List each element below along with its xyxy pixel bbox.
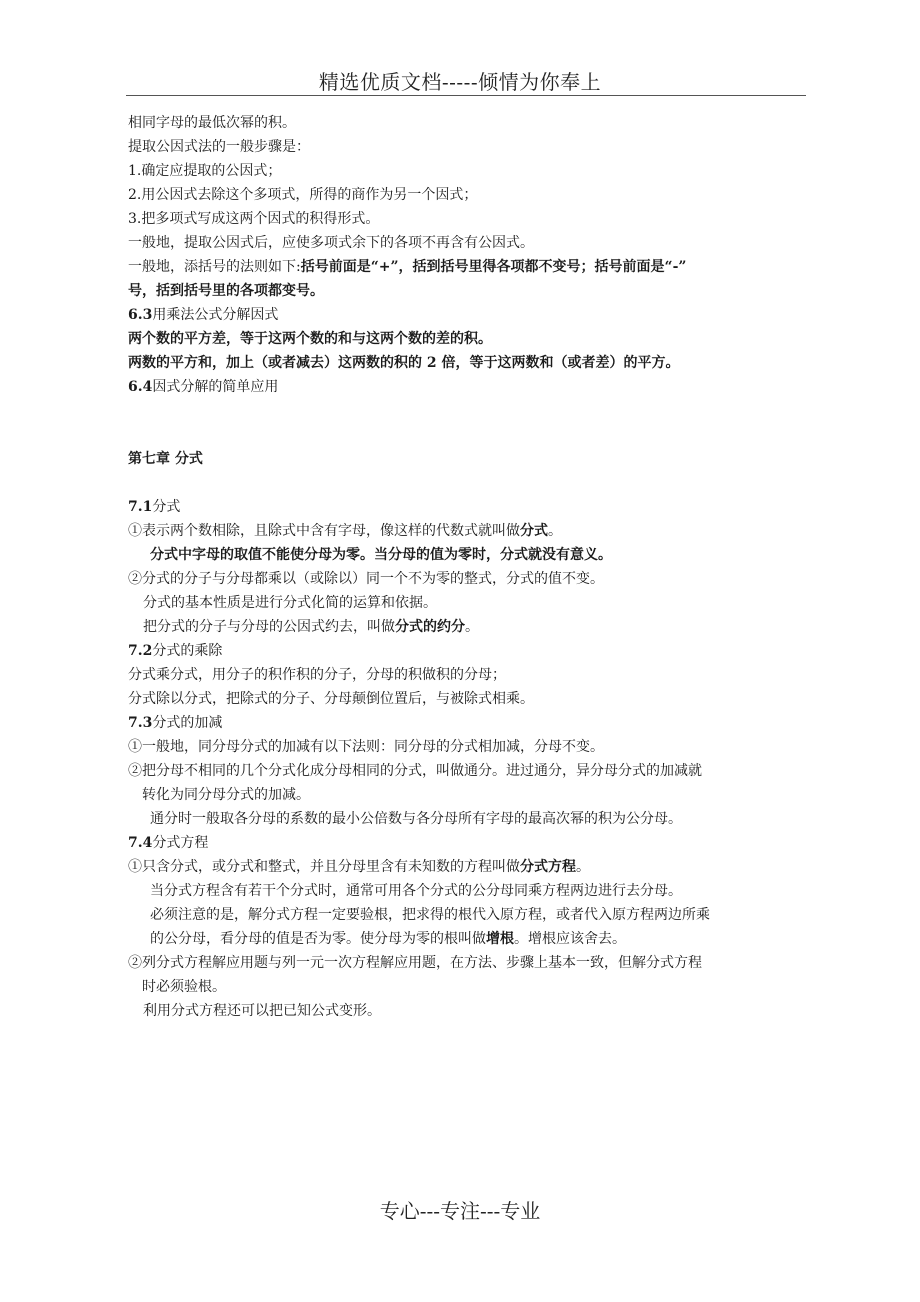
bold-rule-text: 分式中字母的取值不能使分母为零。当分母的值为零时，分式就没有意义。 [150,547,612,563]
header-divider [126,95,806,96]
text-line: 时必须验根。 [142,979,226,995]
text-line: 利用分式方程还可以把已知公式变形。 [143,1003,381,1019]
text-line: 提取公因式法的一般步骤是： [128,139,310,155]
text-span: 。增根应该舍去。 [514,931,626,947]
section-heading [128,831,808,855]
list-item: 2.用公因式去除这个多项式，所得的商作为另一个因式； [128,187,478,203]
text-line [128,855,808,879]
text-line: 一般地，提取公因式后，应使多项式余下的各项不再含有公因式。 [128,235,534,251]
text-line: 分式的基本性质是进行分式化简的运算和依据。 [143,595,437,611]
section-title: 分式的乘除 [152,643,223,659]
text-line: ②分式的分子与分母都乘以（或除以）同一个不为零的整式，分式的值不变。 [128,571,604,587]
page-footer: 专心---专注---专业 [379,1199,541,1223]
text-line: 必须注意的是，解分式方程一定要验根，把求得的根代入原方程，或者代入原方程两边所乘 [150,907,710,923]
section-title: 因式分解的简单应用 [152,379,279,395]
section-title: 分式 [152,499,181,515]
text-line [128,927,808,951]
text-line: ②把分母不相同的几个分式化成分母相同的分式，叫做通分。进过通分，异分母分式的加减就 [128,763,702,779]
text-span: 。 [576,859,590,875]
spacer [128,399,808,447]
section-number: 7.3 [128,715,153,731]
section-number: 6.3 [128,307,153,323]
text-line: 通分时一般取各分母的系数的最小公倍数与各分母所有字母的最高次幂的积为公分母。 [150,811,682,827]
section-heading [128,639,808,663]
section-title: 用乘法公式分解因式 [152,307,279,323]
bold-rule-text: 两数的平方和，加上（或者减去）这两数的积的 2 倍，等于这两数和（或者差）的平方。 [128,355,680,371]
text-line [128,255,808,279]
section-heading [128,303,808,327]
text-line: 转化为同分母分式的加减。 [142,787,310,803]
section-heading [128,495,808,519]
chapter-title: 第七章 分式 [128,451,203,467]
text-line: 分式除以分式，把除式的分子、分母颠倒位置后，与被除式相乘。 [128,691,534,707]
text-span: ①表示两个数相除，且除式中含有字母，像这样的代数式就叫做 [128,523,520,539]
section-heading [128,375,808,399]
text-line: 相同字母的最低次幂的积。 [128,115,296,131]
document-body [128,111,808,1023]
section-number: 6.4 [128,379,153,395]
bold-rule-text: 号，括到括号里的各项都变号。 [128,283,324,299]
term-bold: 分式的约分 [395,619,465,635]
list-item: 3.把多项式写成这两个因式的积得形式。 [128,211,380,227]
section-title: 分式方程 [152,835,209,851]
text-line [128,519,808,543]
spacer [128,471,808,495]
text-span: ①只含分式，或分式和整式，并且分母里含有未知数的方程叫做 [128,859,520,875]
text-span: 。 [465,619,479,635]
text-line: ①一般地，同分母分式的加减有以下法则：同分母的分式相加减，分母不变。 [128,739,604,755]
text-line: ②列分式方程解应用题与列一元一次方程解应用题，在方法、步骤上基本一致，但解分式方程 [128,955,702,971]
text-span: 。 [548,523,562,539]
bold-rule-text: 括号前面是“+”，括到括号里得各项都不变号；括号前面是“-” [300,259,687,275]
bold-rule-text: 两个数的平方差，等于这两个数的和与这两个数的差的积。 [128,331,492,347]
text-line: 分式乘分式，用分子的积作积的分子，分母的积做积的分母； [128,667,506,683]
section-heading [128,711,808,735]
text-span: 把分式的分子与分母的公因式约去，叫做 [143,619,395,635]
term-bold: 增根 [486,931,514,947]
text-line [128,615,808,639]
section-number: 7.2 [128,643,153,659]
list-item: 1.确定应提取的公因式； [128,163,282,179]
text-span: 一般地，添括号的法则如下: [128,259,301,275]
text-line: 当分式方程含有若干个分式时，通常可用各个分式的公分母同乘方程两边进行去分母。 [150,883,682,899]
term-bold: 分式 [520,523,548,539]
section-number: 7.4 [128,835,153,851]
term-bold: 分式方程 [520,859,576,875]
section-number: 7.1 [128,499,153,515]
text-span: 的公分母，看分母的值是否为零。使分母为零的根叫做 [150,931,486,947]
page-header: 精选优质文档-----倾情为你奉上 [318,70,602,94]
section-title: 分式的加减 [152,715,223,731]
